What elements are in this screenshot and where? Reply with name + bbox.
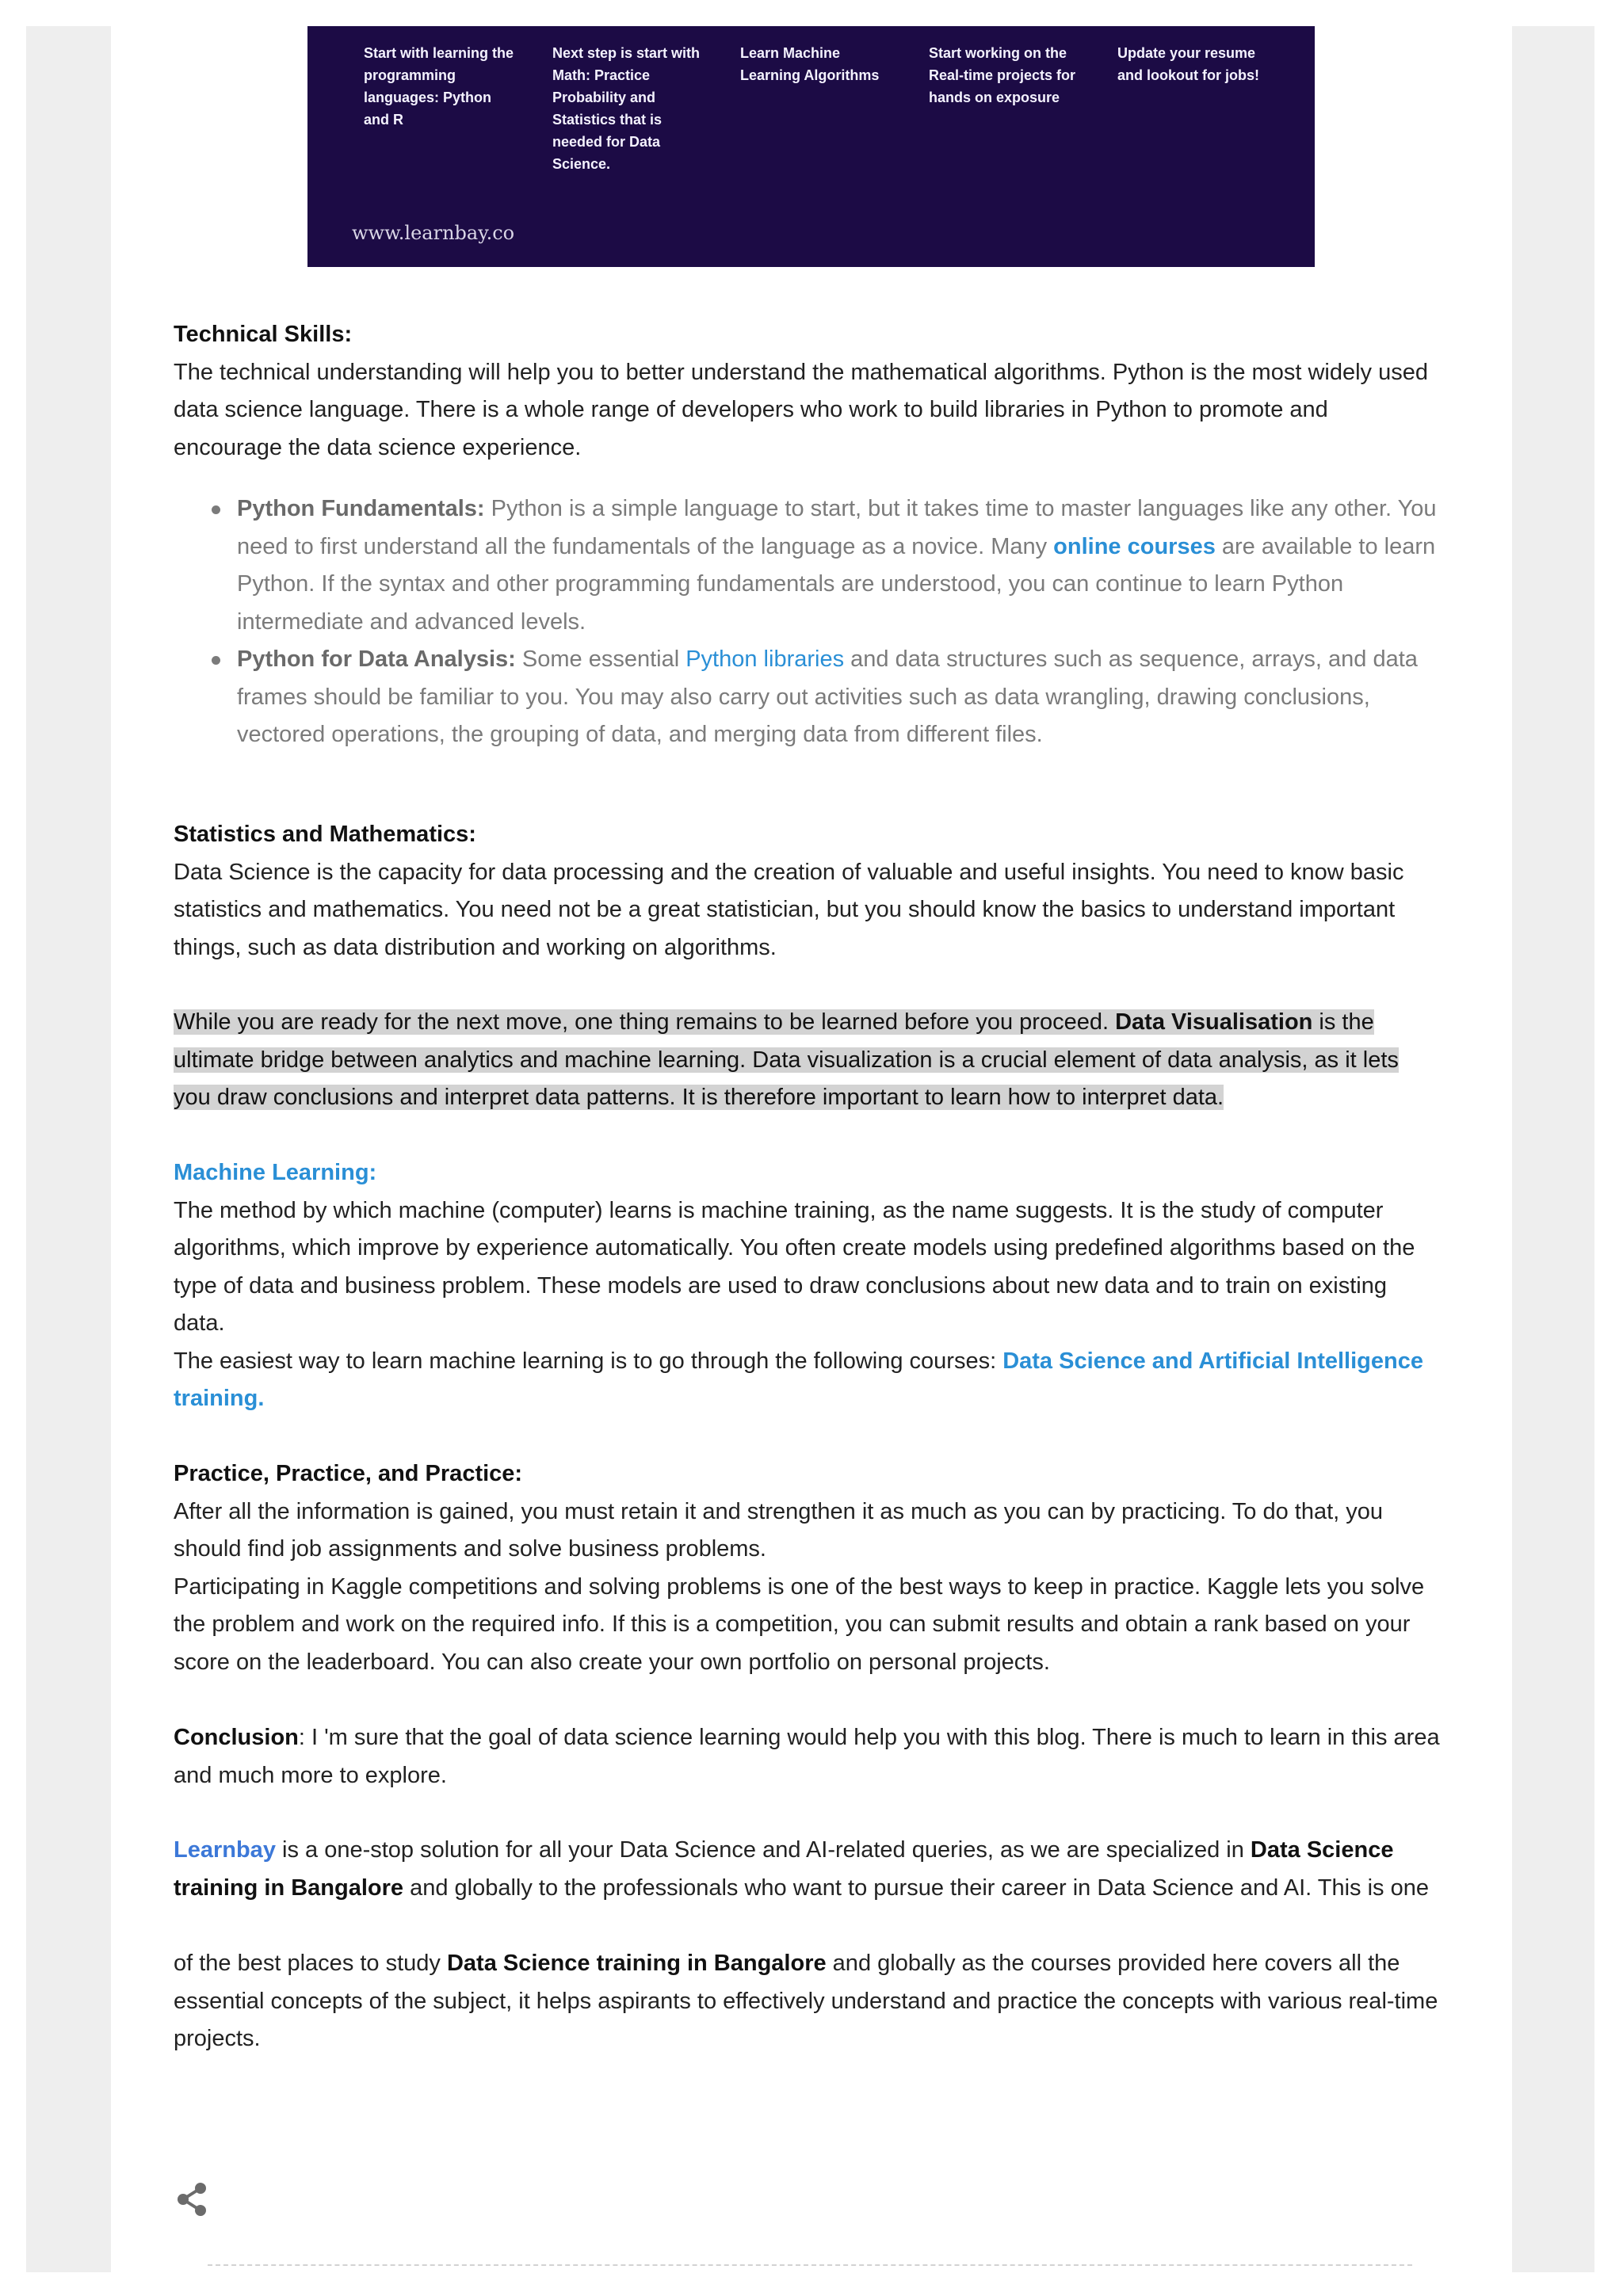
banner-step-5: Update your resume and lookout for jobs! xyxy=(1117,45,1259,83)
python-libraries-link[interactable]: Python libraries xyxy=(685,646,845,672)
machine-learning-body: The method by which machine (computer) learns is machine training, as the name suggests. It is the study of computer algorithms, which improve by experience automatically. You often create models using predefined algorithms based on the type of data and business problem. These models are used to draw conclusions about new data and to train on existing data. xyxy=(174,1197,1415,1336)
banner-step-4: Start working on the Real-time projects for hands on exposure xyxy=(929,45,1076,105)
statistics-heading: Statistics and Mathematics: xyxy=(174,822,476,847)
data-science-ai-training-link[interactable]: Data Science and Artificial Intelligence training. xyxy=(174,1348,1423,1411)
technical-skills-heading: Technical Skills: xyxy=(174,322,353,347)
list-item: Python for Data Analysis: Some essential Python libraries and data structures such as sequence, arrays, and data frames should be familiar to you. You may also carry out activities such as data wrangling, drawing conclusions, vectored operations, the grouping of data, and merging data from different files. xyxy=(237,641,1449,754)
bullet-label: Python for Data Analysis: xyxy=(237,646,516,672)
learnbay-paragraph-continued: of the best places to study Data Science training in Bangalore and globally as the courses provided here covers all the essential concepts of the subject, it helps aspirants to effectively understand and practice the concepts with various real-time projects. xyxy=(174,1951,1438,2051)
online-courses-link[interactable]: online courses xyxy=(1053,533,1216,559)
technical-skills-body: The technical understanding will help you to better understand the mathematical algorithms. Python is the most widely used data science language. There is a whole range of developers who work to build libraries in Python to promote and encourage the data science experience. xyxy=(174,359,1428,460)
learnbay-link[interactable]: Learnbay xyxy=(174,1837,276,1863)
data-visualisation-paragraph: While you are ready for the next move, one thing remains to be learned before you proceed. Data Visualisation is the ultimate bridge between analytics and machine learning. Data visualization is a crucial element of data analysis, as it lets you draw conclusions and interpret data patterns. It is therefore important to learn how to interpret data. xyxy=(174,1009,1399,1110)
technical-skills-section xyxy=(174,316,1442,467)
conclusion-label: Conclusion xyxy=(174,1725,299,1750)
statistics-section xyxy=(174,816,1442,967)
statistics-body: Data Science is the capacity for data processing and the creation of valuable and useful insights. You need to know basic statistics and mathematics. You need not be a great statistician, but you should know the basics to understand important things, such as data distribution and working on algorithms. xyxy=(174,859,1404,960)
practice-body-2: Participating in Kaggle competitions and solving problems is one of the best ways to keep in practice. Kaggle lets you solve the problem and work on the required info. If this is a competition, you can submit results and obtain a rank based on your score on the leaderboard. You can also create your own portfolio on personal projects. xyxy=(174,1573,1425,1675)
conclusion-section: Conclusion: I 'm sure that the goal of data science learning would help you with this blog. There is much to learn in this area and much more to explore. xyxy=(174,1725,1440,1788)
machine-learning-heading[interactable]: Machine Learning: xyxy=(174,1160,377,1185)
machine-learning-section: Machine Learning: The method by which machine (computer) learns is machine training, as the name suggests. It is the study of computer algorithms, which improve by experience automatically. You often create models using predefined algorithms based on the type of data and business problem. These models are used to draw conclusions about new data and to train on existing data. The easiest way to learn machine learning is to go through the following courses: Data Science and Artificial Intelligence training. xyxy=(174,1154,1442,1418)
banner-step-3: Learn Machine Learning Algorithms xyxy=(740,45,880,83)
practice-body-1: After all the information is gained, you must retain it and strengthen it as much as you can by practicing. To do that, you should find job assignments and solve business problems. xyxy=(174,1498,1384,1562)
list-item: Python Fundamentals: Python is a simple language to start, but it takes time to master languages like any other. You need to first understand all the fundamentals of the language as a novice. Many online courses are available to learn Python. If the syntax and other programming fundamentals are understood, you can continue to learn Python intermediate and advanced levels. xyxy=(237,490,1449,641)
bullet-label: Python Fundamentals: xyxy=(237,496,485,521)
technical-bullet-list xyxy=(237,490,1449,754)
data-visualisation-term: Data Visualisation xyxy=(1115,1009,1313,1035)
practice-section xyxy=(174,1455,1442,1681)
banner-step-2: Next step is start with Math: Practice Probability and Statistics that is needed for Data Science. xyxy=(552,45,701,172)
banner-step-1: Start with learning the programming languages: Python and R xyxy=(364,45,514,128)
practice-heading: Practice, Practice, and Practice: xyxy=(174,1461,523,1486)
right-gutter xyxy=(1512,26,1594,2272)
footer-divider xyxy=(208,2264,1412,2266)
roadmap-banner-image xyxy=(307,26,1315,267)
learnbay-paragraph: Learnbay is a one-stop solution for all your Data Science and AI-related queries, as we are specialized in Data Science training in Bangalore and globally to the professionals who want to pursue their career in Data Science and AI. This is one xyxy=(174,1837,1429,1901)
left-gutter xyxy=(26,26,111,2272)
share-icon[interactable] xyxy=(174,2180,212,2218)
banner-url: www.learnbay.co xyxy=(352,222,515,244)
